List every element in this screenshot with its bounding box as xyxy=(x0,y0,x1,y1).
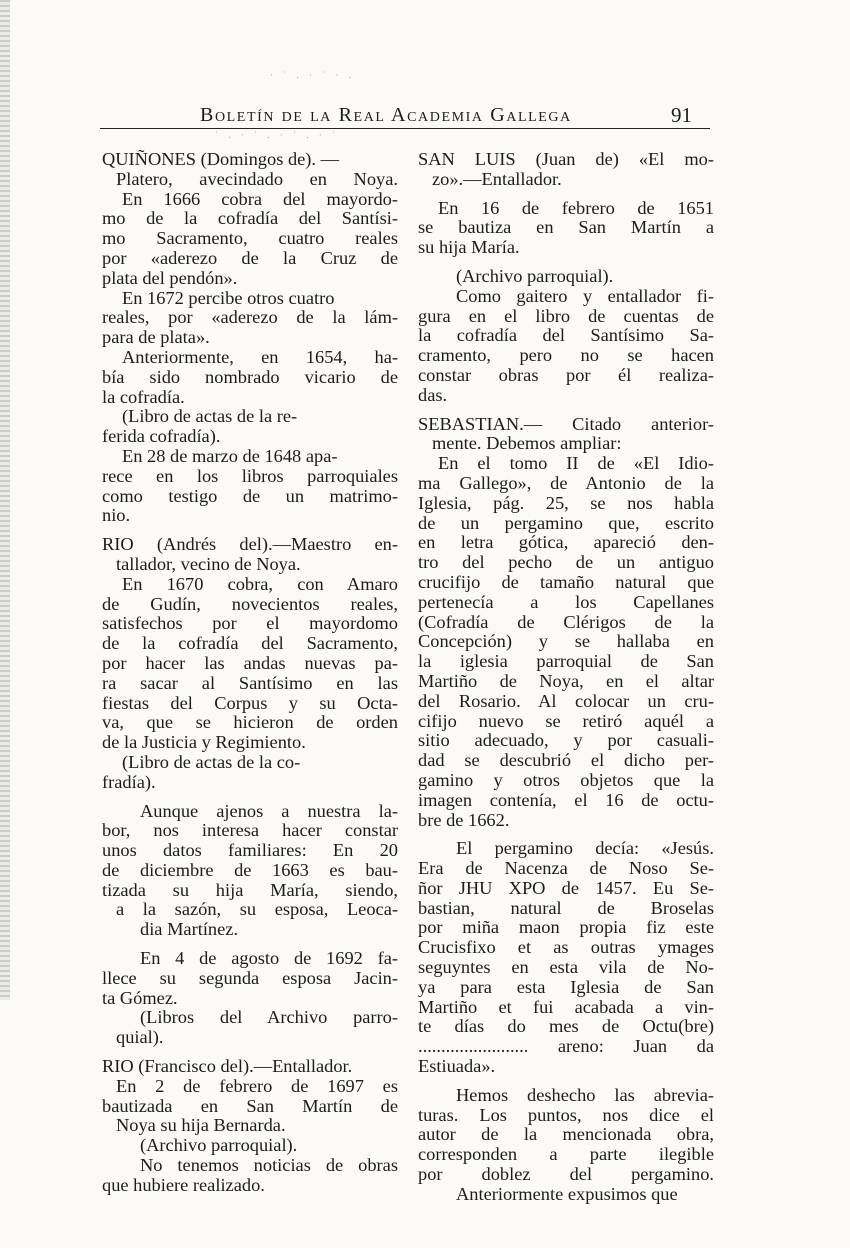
left-line: mo de la cofradía del Santísi- xyxy=(102,209,398,229)
left-line: va, que se hicieron de orden xyxy=(102,713,398,733)
right-line: Hemos deshecho las abrevia- xyxy=(456,1085,714,1105)
right-line: gamino y otros objetos que la xyxy=(418,770,714,790)
right-line: bre de 1662. xyxy=(418,810,510,830)
page-number: 91 xyxy=(671,103,692,127)
left-line: unos datos familiares: En 20 xyxy=(102,841,398,861)
left-line: Platero, avecindado en Noya. xyxy=(116,169,398,189)
left-line: ferida cofradía). xyxy=(102,427,221,447)
right-line: por doblez del pergamino. xyxy=(418,1165,714,1185)
left-line: fradía). xyxy=(102,772,156,792)
left-line: tallador, vecino de Noya. xyxy=(116,554,301,574)
right-line: Concepción) y se hallaba en xyxy=(418,632,714,652)
right-line xyxy=(418,190,714,199)
left-line: llece su segunda esposa Jacin- xyxy=(102,968,398,988)
right-line: cifijo nuevo se retiró aquél a xyxy=(418,711,714,731)
right-line: Iglesia, pág. 25, se nos habla xyxy=(418,493,714,513)
right-line: te días do mes de Octu(bre) xyxy=(418,1017,714,1037)
left-line: por hacer las andas nuevas pa- xyxy=(102,653,398,673)
left-line: plata del pendón». xyxy=(102,268,238,288)
right-line: En el tomo II de «El Idio- xyxy=(438,454,714,474)
right-line: corresponden a parte ilegible xyxy=(418,1145,714,1165)
right-line: su hija María. xyxy=(418,238,520,258)
left-line: Aunque ajenos a nuestra la- xyxy=(140,801,398,821)
right-line: (Archivo parroquial). xyxy=(456,266,614,286)
left-line: No tenemos noticias de obras xyxy=(140,1156,398,1176)
right-line: constar obras por él realiza- xyxy=(418,365,714,385)
left-line: de Gudín, novecientos reales, xyxy=(102,594,398,614)
left-line xyxy=(102,1048,398,1057)
left-line: fiestas del Corpus y su Octa- xyxy=(102,693,398,713)
left-line xyxy=(102,793,398,802)
left-line: En 28 de marzo de 1648 apa- xyxy=(122,446,338,466)
right-line: ma Gallego», de Antonio de la xyxy=(418,473,714,493)
right-line: El pergamino decía: «Jesús. xyxy=(456,839,714,859)
print-speckle: · ˙ . · ˙ · . xyxy=(270,70,355,80)
right-line xyxy=(418,1077,714,1086)
right-line xyxy=(418,258,714,267)
right-line: zo».—Entallador. xyxy=(432,169,562,189)
right-line: ñor JHU XPO de 1457. Eu Se- xyxy=(418,878,714,898)
left-line: RIO (Francisco del).—Entallador. xyxy=(102,1057,353,1077)
left-line: bía sido nombrado vicario de xyxy=(102,367,398,387)
left-line: Anteriormente, en 1654, ha- xyxy=(122,347,398,367)
left-line: (Libros del Archivo parro- xyxy=(140,1008,398,1028)
left-line: ta Gómez. xyxy=(102,988,178,1008)
left-line: como testigo de un matrimo- xyxy=(102,486,398,506)
right-line xyxy=(418,830,714,839)
left-line: para de plata». xyxy=(102,328,210,348)
left-line: de la cofradía del Sacramento, xyxy=(102,634,398,654)
left-line: reales, por «aderezo de la lám- xyxy=(102,308,398,328)
left-line: En 2 de febrero de 1697 es xyxy=(116,1076,398,1096)
left-line: quial). xyxy=(116,1028,164,1048)
right-line: SEBASTIAN.— Citado anterior- xyxy=(418,414,714,434)
left-line: En 1666 cobra del mayordo- xyxy=(122,189,398,209)
right-line: gura en el libro de cuentas de xyxy=(418,306,714,326)
right-line: bastian, natural de Broselas xyxy=(418,898,714,918)
left-line: mo Sacramento, cuatro reales xyxy=(102,229,398,249)
right-line: En 16 de febrero de 1651 xyxy=(438,198,714,218)
right-line: Crucisfixo et as outras ymages xyxy=(418,938,714,958)
right-line: imagen contenía, el 16 de octu- xyxy=(418,790,714,810)
right-line: en letra gótica, apareció den- xyxy=(418,533,714,553)
left-line: de diciembre de 1663 es bau- xyxy=(102,860,398,880)
print-speckle: ˙ . · ˙ . · ˙ . · ˙ xyxy=(215,130,339,140)
right-line xyxy=(418,406,714,415)
right-line: Como gaitero y entallador fi- xyxy=(456,286,714,306)
right-line: (Cofradía de Clérigos de la xyxy=(418,612,714,632)
left-line: nio. xyxy=(102,506,131,526)
right-line: la iglesia parroquial de San xyxy=(418,652,714,672)
right-line: por miña maon propia fiz este xyxy=(418,918,714,938)
right-line: Martiño et fui acabada a vin- xyxy=(418,997,714,1017)
left-line: (Archivo parroquial). xyxy=(140,1136,298,1156)
left-line: rece en los libros parroquiales xyxy=(102,466,398,486)
left-line: que hubiere realizado. xyxy=(102,1175,265,1195)
right-line: mente. Debemos ampliar: xyxy=(432,434,622,454)
right-line: del Rosario. Al colocar un cru- xyxy=(418,691,714,711)
right-line: das. xyxy=(418,385,448,405)
left-line: RIO (Andrés del).—Maestro en- xyxy=(102,535,398,555)
right-line: tro del pecho de un antiguo xyxy=(418,553,714,573)
left-line: QUIÑONES (Domingos de). — xyxy=(102,150,340,169)
running-title: Boletín de la Real Academia Gallega xyxy=(200,104,572,126)
left-line: la cofradía. xyxy=(102,387,185,407)
left-line: (Libro de actas de la co- xyxy=(122,752,301,772)
right-line: pertenecía a los Capellanes xyxy=(418,592,714,612)
left-line: ra sacar al Santísimo en las xyxy=(102,673,398,693)
right-column xyxy=(418,150,714,1205)
page-header xyxy=(100,100,710,129)
scanned-page-edge xyxy=(0,0,10,1000)
right-line: Era de Nacenza de Noso Se- xyxy=(418,859,714,879)
left-column xyxy=(102,150,398,1196)
left-line: dia Martínez. xyxy=(140,920,239,940)
left-line xyxy=(102,526,398,535)
left-line: tizada su hija María, siendo, xyxy=(102,880,398,900)
right-line: ya para esta Iglesia de San xyxy=(418,977,714,997)
left-line: En 1670 cobra, con Amaro xyxy=(122,574,398,594)
right-line: Martiño de Noya, en el altar xyxy=(418,671,714,691)
right-line: autor de la mencionada obra, xyxy=(418,1125,714,1145)
right-line: se bautiza en San Martín a xyxy=(418,218,714,238)
right-line: Anteriormente expusimos que xyxy=(456,1184,678,1204)
right-line: dad se descubrió el dicho per- xyxy=(418,751,714,771)
left-line: (Libro de actas de la re- xyxy=(122,407,298,427)
right-line: SAN LUIS (Juan de) «El mo- xyxy=(418,150,714,169)
left-line: bautizada en San Martín de xyxy=(102,1096,398,1116)
right-line: ........................ areno: Juan da xyxy=(418,1037,714,1057)
right-line: seguyntes en esta vila de No- xyxy=(418,958,714,978)
left-line: satisfechos por el mayordomo xyxy=(102,614,398,634)
right-line: cramento, pero no se hacen xyxy=(418,346,714,366)
right-line: de un pergamino que, escrito xyxy=(418,513,714,533)
left-line xyxy=(102,940,398,949)
left-line: de la Justicia y Regimiento. xyxy=(102,733,306,753)
right-line: turas. Los puntos, nos dice el xyxy=(418,1105,714,1125)
right-line: Estiuada». xyxy=(418,1057,496,1077)
left-line: por «aderezo de la Cruz de xyxy=(102,248,398,268)
left-line: En 4 de agosto de 1692 fa- xyxy=(140,949,398,969)
left-line: bor, nos interesa hacer constar xyxy=(102,821,398,841)
left-line: a la sazón, su esposa, Leoca- xyxy=(116,900,398,920)
right-line: sitio adecuado, y por casuali- xyxy=(418,731,714,751)
right-line: la cofradía del Santísimo Sa- xyxy=(418,326,714,346)
left-line: En 1672 percibe otros cuatro xyxy=(122,288,335,308)
right-line: crucifijo de tamaño natural que xyxy=(418,572,714,592)
left-line: Noya su hija Bernarda. xyxy=(116,1116,286,1136)
